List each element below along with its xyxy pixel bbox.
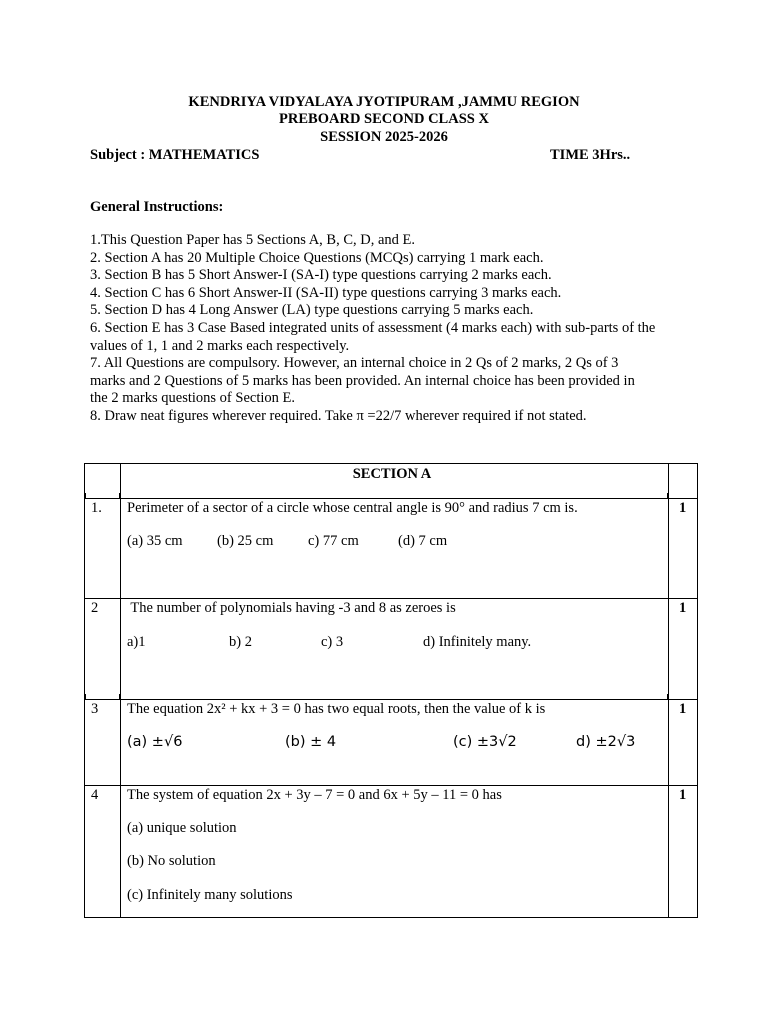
question-marks: 1	[679, 787, 687, 803]
table-marker	[84, 694, 86, 699]
section-title: SECTION A	[352, 466, 432, 482]
column-divider	[120, 464, 121, 917]
instructions-title: General Instructions:	[90, 199, 224, 215]
option: c) 3	[321, 634, 344, 650]
instruction-line: 8. Draw neat figures wherever required. Take π =22/7 wherever required if not stated.	[90, 407, 587, 424]
column-divider	[668, 464, 669, 917]
row-divider	[85, 598, 697, 599]
option: d) Infinitely many.	[423, 634, 532, 650]
table-marker	[667, 694, 669, 699]
instructions-list	[90, 232, 690, 426]
option: (b) No solution	[127, 853, 216, 869]
question-marks: 1	[679, 600, 687, 616]
instruction-line: values of 1, 1 and 2 marks each respectively.	[90, 337, 350, 354]
section-a-table	[84, 463, 698, 918]
option: (c) ±3√2	[453, 734, 517, 750]
instruction-line: the 2 marks questions of Section E.	[90, 390, 295, 407]
instruction-line: 6. Section E has 3 Case Based integrated units of assessment (4 marks each) with sub-parts of the	[90, 319, 656, 336]
subject: Subject : MATHEMATICS	[90, 147, 260, 163]
question-number: 4	[91, 787, 99, 803]
option: (a) 35 cm	[127, 533, 183, 549]
option: d) ±2√3	[576, 734, 636, 750]
table-marker	[119, 493, 121, 498]
question-number: 1.	[91, 500, 102, 516]
instruction-line: 1.This Question Paper has 5 Sections A, B, C, D, and E.	[90, 232, 416, 248]
instruction-line: 4. Section C has 6 Short Answer-II (SA-II) type questions carrying 3 marks each.	[90, 284, 562, 301]
instruction-line: marks and 2 Questions of 5 marks has been provided. An internal choice has been provided in	[90, 372, 635, 389]
option: a)1	[127, 634, 146, 650]
table-marker	[667, 493, 669, 498]
time-allowed: TIME 3Hrs..	[550, 147, 631, 163]
option: (b) 25 cm	[217, 533, 274, 549]
question-text: The number of polynomials having -3 and 8 as zeroes is	[127, 600, 456, 616]
session: SESSION 2025-2026	[320, 129, 448, 145]
table-marker	[119, 694, 121, 699]
option: c) 77 cm	[308, 533, 359, 549]
row-divider	[85, 699, 697, 700]
option: (d) 7 cm	[398, 533, 448, 549]
question-marks: 1	[679, 500, 687, 516]
option: (a) unique solution	[127, 820, 237, 836]
instruction-line: 3. Section B has 5 Short Answer-I (SA-I) type questions carrying 2 marks each.	[90, 267, 552, 284]
question-number: 3	[91, 701, 99, 717]
question-text: The equation 2x² + kx + 3 = 0 has two equal roots, then the value of k is	[127, 701, 546, 717]
table-marker	[84, 493, 86, 498]
option: b) 2	[229, 634, 252, 650]
question-text: The system of equation 2x + 3y – 7 = 0 and 6x + 5y – 11 = 0 has	[127, 787, 502, 803]
row-divider	[85, 498, 697, 499]
option: (a) ±√6	[127, 734, 183, 750]
question-number: 2	[91, 600, 99, 616]
instruction-line: 5. Section D has 4 Long Answer (LA) type questions carrying 5 marks each.	[90, 302, 534, 319]
instruction-line: 7. All Questions are compulsory. However, an internal choice in 2 Qs of 2 marks, 2 Qs of 3	[90, 355, 619, 372]
row-divider	[85, 785, 697, 786]
option: (b) ± 4	[285, 734, 337, 750]
exam-title: PREBOARD SECOND CLASS X	[279, 111, 489, 127]
school-name: KENDRIYA VIDYALAYA JYOTIPURAM ,JAMMU REGION	[188, 94, 580, 110]
question-text: Perimeter of a sector of a circle whose central angle is 90° and radius 7 cm is.	[127, 500, 578, 516]
question-marks: 1	[679, 701, 687, 717]
instruction-line: 2. Section A has 20 Multiple Choice Questions (MCQs) carrying 1 mark each.	[90, 249, 544, 266]
option: (c) Infinitely many solutions	[127, 887, 293, 903]
